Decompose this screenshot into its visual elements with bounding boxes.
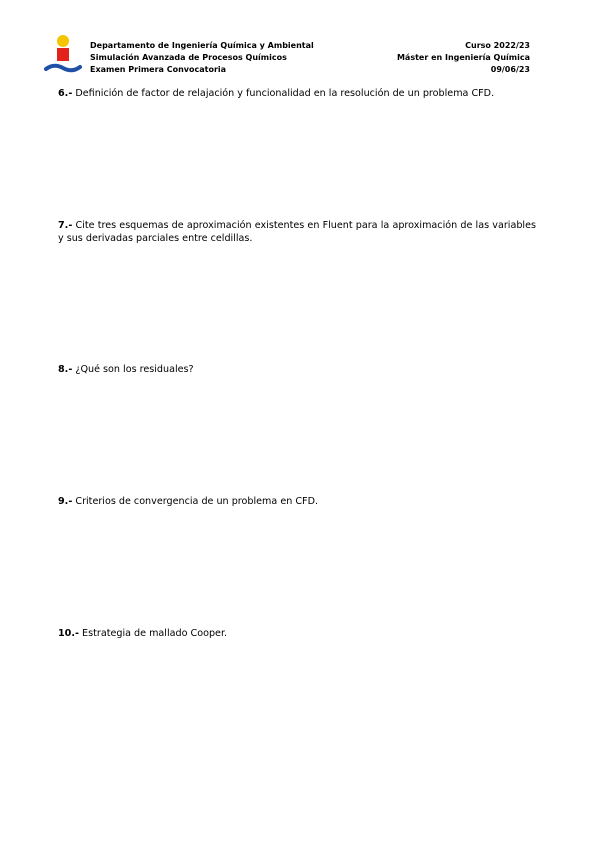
question-7: [58, 219, 536, 245]
department-name: Departamento de Ingeniería Química y Ambiental: [90, 41, 314, 50]
question-number: 8.-: [58, 364, 73, 375]
question-text: Cite tres esquemas de aproximación existentes en Fluent para la aproximación de las variables y sus derivadas parciales entre celdillas.: [58, 220, 536, 244]
question-number: 6.-: [58, 88, 73, 99]
logo-wave: [46, 66, 80, 71]
logo-circle: [57, 35, 69, 47]
question-10: [58, 627, 536, 640]
question-8: [58, 363, 536, 376]
question-6: [58, 87, 536, 100]
question-text: Definición de factor de relajación y funcionalidad en la resolución de un problema CFD.: [75, 88, 495, 99]
course-name: Simulación Avanzada de Procesos Químicos: [90, 53, 287, 62]
question-text: Estrategia de mallado Cooper.: [82, 628, 228, 639]
logo-square: [57, 48, 69, 61]
header-right-block: [397, 40, 530, 76]
academic-year: Curso 2022/23: [465, 41, 530, 50]
question-text: ¿Qué son los residuales?: [75, 364, 194, 375]
question-number: 7.-: [58, 220, 73, 231]
degree-name: Máster en Ingeniería Química: [396, 53, 530, 62]
question-9: [58, 495, 536, 508]
question-number: 10.-: [58, 628, 79, 639]
exam-date: 09/06/23: [490, 65, 530, 74]
university-logo-icon: [44, 34, 84, 78]
page-header: [44, 34, 530, 78]
question-text: Criterios de convergencia de un problema en CFD.: [75, 496, 319, 507]
exam-name: Examen Primera Convocatoria: [90, 65, 227, 74]
question-number: 9.-: [58, 496, 73, 507]
header-left-block: [90, 40, 314, 76]
